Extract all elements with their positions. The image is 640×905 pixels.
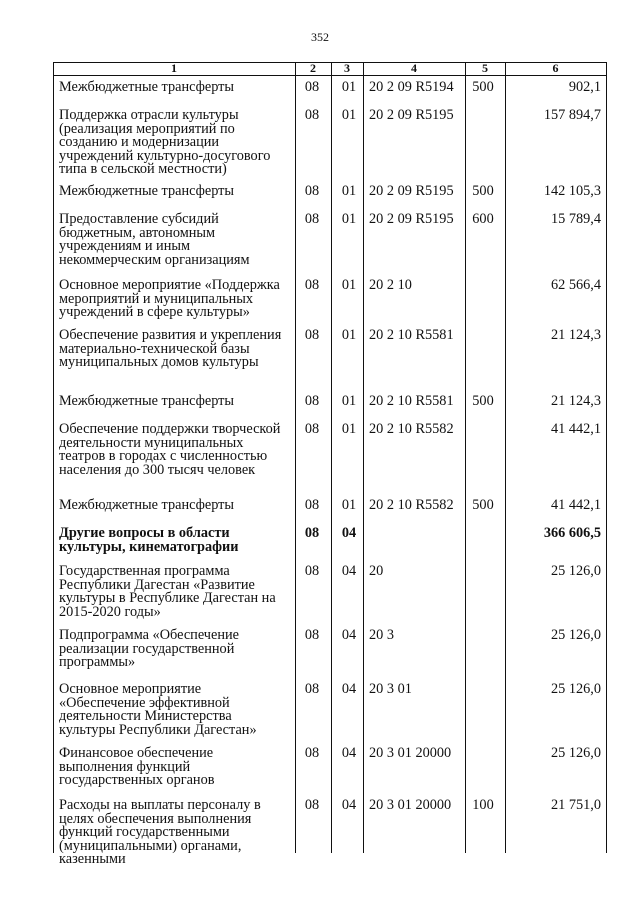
row-amount: 25 126,0 bbox=[550, 745, 601, 761]
row-name: Обеспечение поддержки творческой деятельности муниципальных театров в городах с численностью населения до 300 тысяч человек bbox=[59, 421, 281, 478]
row-code: 20 3 01 bbox=[369, 681, 412, 697]
row-name: Межбюджетные трансферты bbox=[59, 183, 235, 199]
row-name: Межбюджетные трансферты bbox=[59, 497, 235, 513]
row-subsection: 01 bbox=[341, 79, 357, 95]
row-expense-type: 600 bbox=[472, 211, 494, 227]
column-rule bbox=[505, 63, 506, 853]
row-section: 08 bbox=[304, 681, 320, 697]
row-amount: 25 126,0 bbox=[550, 627, 601, 643]
row-amount: 21 124,3 bbox=[550, 327, 601, 343]
row-subsection: 01 bbox=[341, 183, 357, 199]
row-amount: 902,1 bbox=[568, 79, 601, 95]
row-code: 20 2 09 R5195 bbox=[369, 107, 454, 123]
row-code: 20 bbox=[369, 563, 384, 579]
row-code: 20 2 10 R5581 bbox=[369, 393, 454, 409]
row-name: Государственная программа Республики Дагестан «Развитие культуры в Республике Дагестан на 2015-2020 годы» bbox=[59, 563, 276, 620]
row-name: Другие вопросы в области культуры, кинематографии bbox=[59, 525, 239, 555]
row-subsection: 01 bbox=[341, 393, 357, 409]
row-amount: 157 894,7 bbox=[543, 107, 601, 123]
budget-table bbox=[53, 61, 607, 867]
row-amount: 41 442,1 bbox=[550, 421, 601, 437]
row-subsection: 04 bbox=[341, 525, 357, 541]
row-amount: 142 105,3 bbox=[543, 183, 601, 199]
row-name: Межбюджетные трансферты bbox=[59, 393, 235, 409]
row-code: 20 3 01 20000 bbox=[369, 797, 452, 813]
column-rule bbox=[363, 63, 364, 853]
column-rule bbox=[465, 63, 466, 853]
row-name: Основное мероприятие «Обеспечение эффективной деятельности Министерства культуры Республики Дагестан» bbox=[59, 681, 257, 738]
row-amount: 366 606,5 bbox=[543, 525, 601, 541]
row-code: 20 2 10 R5582 bbox=[369, 421, 454, 437]
row-expense-type: 500 bbox=[472, 79, 494, 95]
row-name: Обеспечение развития и укрепления материально-технической базы муниципальных домов культуры bbox=[59, 327, 282, 370]
row-subsection: 01 bbox=[341, 421, 357, 437]
row-code: 20 2 09 R5195 bbox=[369, 183, 454, 199]
header-col-4: 4 bbox=[411, 61, 417, 75]
row-amount: 21 124,3 bbox=[550, 393, 601, 409]
row-section: 08 bbox=[304, 277, 320, 293]
row-amount: 15 789,4 bbox=[550, 211, 601, 227]
row-section: 08 bbox=[304, 421, 320, 437]
row-code: 20 2 10 bbox=[369, 277, 412, 293]
row-expense-type: 500 bbox=[472, 393, 494, 409]
row-name: Финансовое обеспечение выполнения функций государственных органов bbox=[59, 745, 215, 788]
row-subsection: 01 bbox=[341, 277, 357, 293]
row-subsection: 01 bbox=[341, 211, 357, 227]
row-section: 08 bbox=[304, 525, 320, 541]
header-col-2: 2 bbox=[310, 61, 316, 75]
header-col-5: 5 bbox=[482, 61, 488, 75]
row-subsection: 04 bbox=[341, 797, 357, 813]
row-subsection: 01 bbox=[341, 327, 357, 343]
row-section: 08 bbox=[304, 797, 320, 813]
row-subsection: 01 bbox=[341, 497, 357, 513]
row-name: Основное мероприятие «Поддержка мероприятий и муниципальных учреждений в сфере культуры» bbox=[59, 277, 280, 320]
row-amount: 21 751,0 bbox=[550, 797, 601, 813]
row-code: 20 2 09 R5194 bbox=[369, 79, 454, 95]
row-expense-type: 100 bbox=[472, 797, 494, 813]
row-code: 20 2 10 R5582 bbox=[369, 497, 454, 513]
row-section: 08 bbox=[304, 107, 320, 123]
row-code: 20 3 01 20000 bbox=[369, 745, 452, 761]
row-section: 08 bbox=[304, 497, 320, 513]
row-section: 08 bbox=[304, 627, 320, 643]
header-col-6: 6 bbox=[552, 61, 559, 75]
row-expense-type: 500 bbox=[472, 497, 494, 513]
row-name: Межбюджетные трансферты bbox=[59, 79, 235, 95]
row-expense-type: 500 bbox=[472, 183, 494, 199]
row-subsection: 04 bbox=[341, 681, 357, 697]
page-number: 352 bbox=[311, 30, 329, 44]
row-subsection: 01 bbox=[341, 107, 357, 123]
row-subsection: 04 bbox=[341, 563, 357, 579]
row-section: 08 bbox=[304, 393, 320, 409]
row-amount: 25 126,0 bbox=[550, 681, 601, 697]
row-code: 20 2 10 R5581 bbox=[369, 327, 454, 343]
column-rule bbox=[295, 63, 296, 853]
row-name: Предоставление субсидий бюджетным, автономным учреждениям и иным некоммерческим организациям bbox=[59, 211, 250, 268]
row-amount: 25 126,0 bbox=[550, 563, 601, 579]
row-section: 08 bbox=[304, 563, 320, 579]
row-section: 08 bbox=[304, 745, 320, 761]
header-col-3: 3 bbox=[344, 61, 350, 75]
row-section: 08 bbox=[304, 183, 320, 199]
row-name: Расходы на выплаты персоналу в целях обеспечения выполнения функций государственными (муниципальными) органами, казенными bbox=[59, 797, 261, 867]
row-code: 20 3 bbox=[369, 627, 395, 643]
table-border-right bbox=[606, 63, 607, 853]
header-col-1: 1 bbox=[171, 61, 177, 75]
row-section: 08 bbox=[304, 211, 320, 227]
row-subsection: 04 bbox=[341, 745, 357, 761]
row-name: Подпрограмма «Обеспечение реализации государственной программы» bbox=[59, 627, 239, 670]
table-border-left bbox=[53, 63, 54, 853]
column-rule bbox=[331, 63, 332, 853]
row-amount: 41 442,1 bbox=[550, 497, 601, 513]
row-subsection: 04 bbox=[341, 627, 357, 643]
row-code: 20 2 09 R5195 bbox=[369, 211, 454, 227]
row-section: 08 bbox=[304, 79, 320, 95]
row-section: 08 bbox=[304, 327, 320, 343]
row-amount: 62 566,4 bbox=[550, 277, 601, 293]
row-name: Поддержка отрасли культуры (реализация мероприятий по созданию и модернизации учреждений культурно-досугового типа в сельской местности) bbox=[59, 107, 271, 177]
